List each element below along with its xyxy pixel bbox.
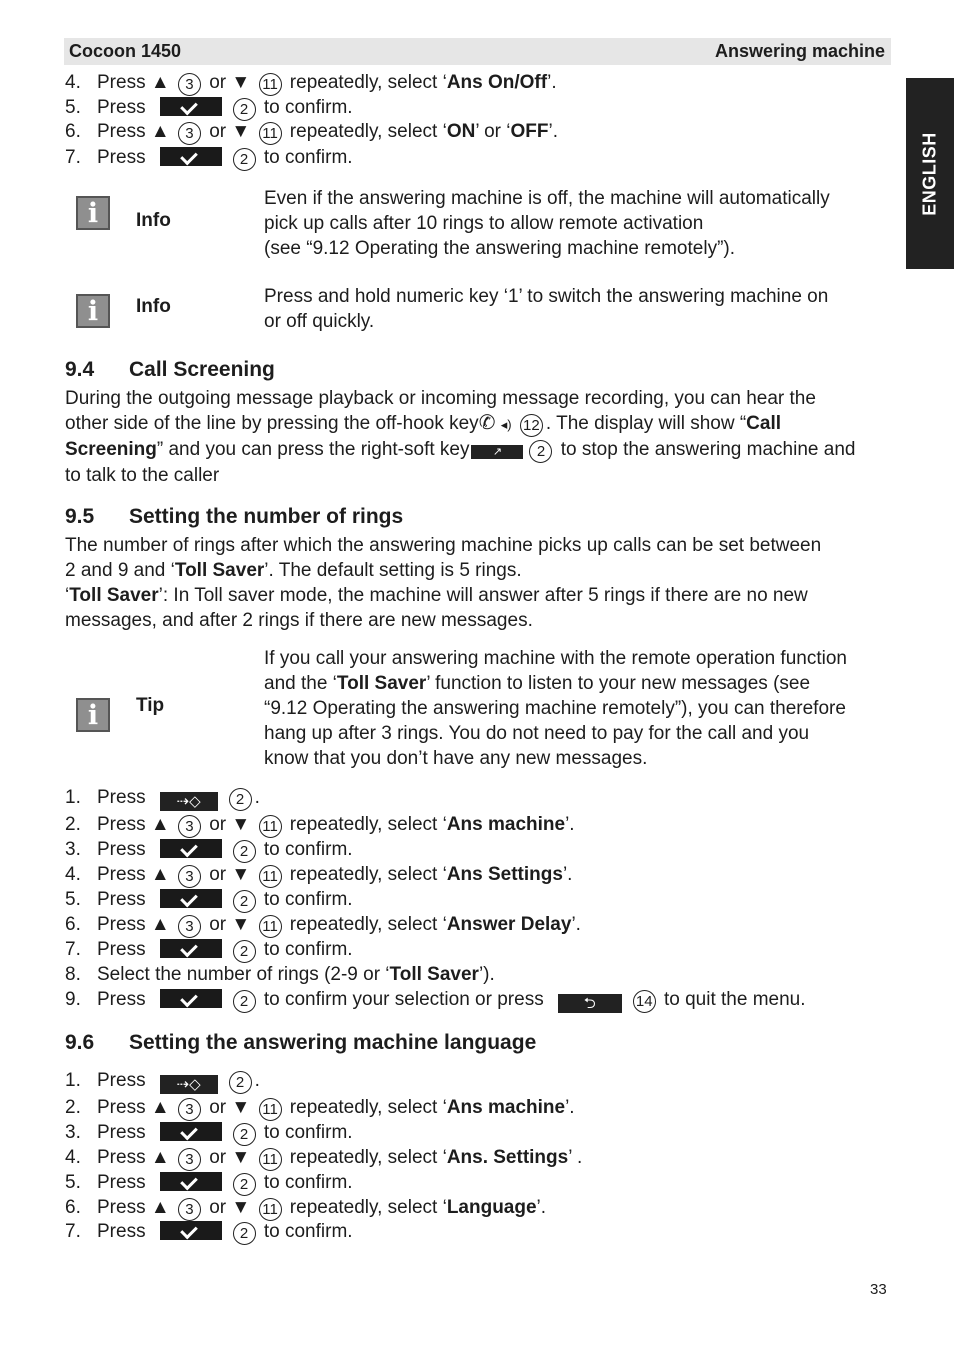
- w: ’ .: [568, 1147, 583, 1168]
- step-text: Press ▲ 3 or ▼ 11 repeatedly, select ‘Ans machine’.: [97, 1095, 575, 1121]
- line: [65, 558, 890, 583]
- language-tab-label: ENGLISH: [919, 131, 940, 216]
- w: Press: [97, 1070, 146, 1091]
- w: or: [209, 1147, 227, 1168]
- circle-2: 2: [233, 890, 256, 913]
- running-header: [64, 38, 891, 65]
- step-number: 9.: [65, 989, 81, 1010]
- circle-11: 11: [259, 122, 282, 145]
- info-label: Info: [136, 296, 171, 317]
- step-number: 7.: [65, 147, 81, 168]
- circle-11: 11: [259, 73, 282, 96]
- circle-3: 3: [178, 865, 201, 888]
- circle-2: 2: [229, 1071, 252, 1094]
- w: repeatedly, select: [289, 1197, 438, 1218]
- w: Toll Saver: [336, 673, 427, 694]
- step-number: 6.: [65, 1197, 81, 1218]
- language-tab: [906, 78, 954, 269]
- line: Even if the answering machine is off, the machine will automatically: [264, 188, 830, 209]
- w: Press: [97, 814, 146, 835]
- w: Press: [97, 787, 146, 808]
- step-text: [97, 962, 495, 987]
- line: If you call your answering machine with the remote operation function: [264, 648, 847, 669]
- circle-2: 2: [233, 148, 256, 171]
- w: . The display will show “: [545, 413, 747, 434]
- step-number: 1.: [65, 787, 81, 808]
- info-text: [264, 186, 891, 261]
- section-title: Setting the number of rings: [129, 505, 404, 528]
- w: ’. The default setting is 5 rings.: [264, 560, 522, 581]
- step-text: [97, 887, 353, 913]
- circle-11: 11: [259, 915, 282, 938]
- line: messages, and after 2 rings if there are new messages.: [65, 610, 533, 631]
- back-key-icon: ⮌: [558, 994, 622, 1013]
- step-text: Press ▲ 3 or ▼ 11 repeatedly, select ‘Ans On/Off’.: [97, 70, 557, 96]
- step-number: 6.: [65, 914, 81, 935]
- hangup-key-icon: ↗: [471, 445, 523, 459]
- line: or off quickly.: [264, 311, 375, 332]
- w: Press: [97, 864, 146, 885]
- step-number: 3.: [65, 839, 81, 860]
- step-number: 7.: [65, 1221, 81, 1242]
- w: or: [209, 1197, 227, 1218]
- line: [65, 437, 890, 463]
- menu-item: Ans On/Off: [446, 72, 548, 93]
- step-number: 2.: [65, 1097, 81, 1118]
- info-icon: i: [76, 196, 110, 230]
- menu-item: Answer Delay: [446, 914, 572, 935]
- line: pick up calls after 10 rings to allow remote activation: [264, 213, 704, 234]
- circle-3: 3: [178, 1148, 201, 1171]
- ok-key-icon: [160, 839, 222, 858]
- step-number: 5.: [65, 889, 81, 910]
- circle-3: 3: [178, 1198, 201, 1221]
- menu-item: Language: [446, 1197, 537, 1218]
- line: hang up after 3 rings. You do not need to pay for the call and you: [264, 723, 810, 744]
- info-label: Info: [136, 210, 171, 231]
- w: repeatedly, select: [289, 814, 438, 835]
- step-text: Press ▲ 3 or ▼ 11 repeatedly, select ‘Answer Delay’.: [97, 912, 581, 938]
- w: Press: [97, 72, 146, 93]
- step-text: Press ▲ 3 or ▼ 11 repeatedly, select ‘Ans machine’.: [97, 812, 575, 838]
- line: The number of rings after which the answering machine picks up calls can be set between: [65, 535, 822, 556]
- menu-item: Ans machine: [446, 814, 566, 835]
- info-box: [65, 284, 890, 339]
- step-text: [97, 95, 353, 121]
- tip-text: [264, 646, 891, 771]
- w: Press: [97, 989, 146, 1010]
- step-number: 6.: [65, 121, 81, 142]
- step-text: Press ⇢◇ 2 .: [97, 1070, 260, 1093]
- line: [65, 411, 890, 437]
- w: repeatedly, select: [289, 121, 438, 142]
- step-text: [97, 1170, 353, 1196]
- w: repeatedly, select: [289, 72, 438, 93]
- w: other side of the line by pressing the off-hook key: [65, 413, 479, 434]
- step-number: 4.: [65, 1147, 81, 1168]
- circle-2: 2: [529, 440, 552, 463]
- step-text: Press ▲ 3 or ▼ 11 repeatedly, select ‘Ans. Settings’ .: [97, 1145, 582, 1171]
- menu-item: ON: [446, 121, 476, 142]
- menu-item: OFF: [510, 121, 549, 142]
- circle-2: 2: [233, 840, 256, 863]
- w: Call: [746, 413, 782, 434]
- ok-key-icon: [160, 889, 222, 908]
- tip-label: Tip: [136, 695, 165, 716]
- w: repeatedly, select: [289, 1147, 438, 1168]
- w: or: [209, 72, 227, 93]
- paragraph: [65, 386, 890, 488]
- w: ’).: [478, 964, 495, 985]
- ok-key-icon: [160, 939, 222, 958]
- ok-key-icon: [160, 1221, 222, 1240]
- step-number: 5.: [65, 1172, 81, 1193]
- circle-11: 11: [259, 1198, 282, 1221]
- w: ’: In Toll saver mode, the machine will answer after 5 rings if there are no new: [158, 585, 808, 606]
- w: Press: [97, 914, 146, 935]
- step-number: 8.: [65, 964, 81, 985]
- circle-2: 2: [233, 1123, 256, 1146]
- step-number: 7.: [65, 939, 81, 960]
- w: repeatedly, select: [289, 864, 438, 885]
- line: to talk to the caller: [65, 465, 220, 486]
- step-number: 4.: [65, 864, 81, 885]
- page-number: 33: [870, 1281, 887, 1298]
- step-text: [97, 145, 353, 171]
- phone-icon: ✆: [478, 412, 496, 434]
- w: to confirm.: [263, 1221, 353, 1242]
- w: Press: [97, 1122, 146, 1143]
- menu-item: Ans. Settings: [446, 1147, 569, 1168]
- w: Press: [97, 939, 146, 960]
- info-text: [264, 284, 891, 334]
- w: ‘: [65, 585, 70, 606]
- w: or: [209, 121, 227, 142]
- step-text: [97, 837, 353, 863]
- w: ’.: [547, 72, 557, 93]
- circle-3: 3: [178, 73, 201, 96]
- section-title: Setting the answering machine language: [129, 1031, 537, 1054]
- info-icon: i: [76, 698, 110, 732]
- step-number: 2.: [65, 814, 81, 835]
- w: to quit the menu.: [663, 989, 806, 1010]
- w: Select the number of rings (2-9 or ‘: [97, 964, 390, 985]
- w: repeatedly, select: [289, 1097, 438, 1118]
- circle-2: 2: [233, 990, 256, 1013]
- w: Press: [97, 889, 146, 910]
- step-number: 3.: [65, 1122, 81, 1143]
- circle-2: 2: [233, 940, 256, 963]
- info-box: [65, 186, 890, 266]
- ok-key-icon: [160, 97, 222, 116]
- w: Screening: [65, 439, 157, 460]
- w: to confirm.: [263, 97, 353, 118]
- section-number: 9.6: [65, 1031, 95, 1054]
- w: to confirm your selection or press: [263, 989, 544, 1010]
- w: to confirm.: [263, 1172, 353, 1193]
- tip-box: [65, 646, 890, 772]
- line: [65, 583, 890, 608]
- menu-key-icon: ⇢◇: [160, 792, 218, 811]
- header-chapter: Answering machine: [714, 41, 885, 61]
- w: ’.: [548, 121, 559, 142]
- circle-3: 3: [178, 1098, 201, 1121]
- step-text: [97, 987, 806, 1013]
- menu-key-icon: ⇢◇: [160, 1075, 218, 1094]
- section-number: 9.5: [65, 505, 95, 528]
- menu-item: Ans machine: [446, 1097, 566, 1118]
- w: Toll Saver: [389, 964, 479, 985]
- step-number: 1.: [65, 1070, 81, 1091]
- step-text: Press ▲ 3 or ▼ 11 repeatedly, select ‘ON’ or ‘OFF’.: [97, 119, 558, 145]
- step-text: [97, 1120, 353, 1146]
- line: (see “9.12 Operating the answering machine remotely”).: [264, 238, 736, 259]
- w: ’ function to listen to your new messages (see: [426, 673, 811, 694]
- w: or: [209, 814, 227, 835]
- w: to confirm.: [263, 839, 353, 860]
- w: repeatedly, select: [289, 914, 438, 935]
- w: ’ or ‘: [475, 121, 511, 142]
- circle-2: 2: [233, 98, 256, 121]
- w: Press: [97, 839, 146, 860]
- line: Press and hold numeric key ‘1’ to switch the answering machine on: [264, 286, 829, 307]
- ok-key-icon: [160, 989, 222, 1008]
- w: Press: [97, 97, 146, 118]
- circle-12: 12: [520, 414, 543, 437]
- w: Press: [97, 1097, 146, 1118]
- w: Press: [97, 1147, 146, 1168]
- header-product: Cocoon 1450: [69, 41, 182, 61]
- circle-11: 11: [259, 1098, 282, 1121]
- w: Press: [97, 1221, 146, 1242]
- ok-key-icon: [160, 1122, 222, 1141]
- line: “9.12 Operating the answering machine remotely”), you can therefore: [264, 698, 846, 719]
- w: 2 and 9 and ‘: [65, 560, 175, 581]
- ok-key-icon: [160, 1172, 222, 1191]
- w: to confirm.: [263, 889, 353, 910]
- w: Press: [97, 121, 146, 142]
- w: or: [209, 914, 227, 935]
- w: to confirm.: [263, 147, 353, 168]
- line: know that you don’t have any new messages.: [264, 748, 648, 769]
- step-text: [97, 1219, 353, 1245]
- circle-3: 3: [178, 815, 201, 838]
- circle-2: 2: [233, 1222, 256, 1245]
- ok-key-icon: [160, 147, 222, 166]
- circle-11: 11: [259, 1148, 282, 1171]
- w: Press: [97, 1172, 146, 1193]
- info-icon: i: [76, 294, 110, 328]
- w: to confirm.: [263, 939, 353, 960]
- w: to stop the answering machine and: [560, 439, 856, 460]
- section-number: 9.4: [65, 358, 95, 381]
- w: to confirm.: [263, 1122, 353, 1143]
- circle-11: 11: [259, 815, 282, 838]
- step-text: Press ▲ 3 or ▼ 11 repeatedly, select ‘Language’.: [97, 1195, 546, 1221]
- line: During the outgoing message playback or incoming message recording, you can hear the: [65, 388, 816, 409]
- speaker-icon: ◂): [500, 417, 512, 432]
- w: and the ‘: [264, 673, 337, 694]
- step-number: 4.: [65, 72, 81, 93]
- circle-14: 14: [633, 990, 656, 1013]
- w: Toll Saver: [174, 560, 265, 581]
- step-text: Press ⇢◇ 2 .: [97, 787, 260, 810]
- step-text: Press ▲ 3 or ▼ 11 repeatedly, select ‘Ans Settings’.: [97, 862, 572, 888]
- circle-11: 11: [259, 865, 282, 888]
- circle-3: 3: [178, 915, 201, 938]
- w: ” and you can press the right-soft key: [156, 439, 470, 460]
- w: Press: [97, 147, 146, 168]
- line: [264, 671, 891, 696]
- step-number: 5.: [65, 97, 81, 118]
- paragraph: [65, 533, 890, 633]
- circle-3: 3: [178, 122, 201, 145]
- w: or: [209, 1097, 227, 1118]
- w: Press: [97, 1197, 146, 1218]
- w: Toll Saver: [69, 585, 159, 606]
- section-title: Call Screening: [129, 358, 275, 381]
- circle-2: 2: [233, 1173, 256, 1196]
- circle-2: 2: [229, 788, 252, 811]
- w: or: [209, 864, 227, 885]
- menu-item: Ans Settings: [446, 864, 563, 885]
- step-text: [97, 937, 353, 963]
